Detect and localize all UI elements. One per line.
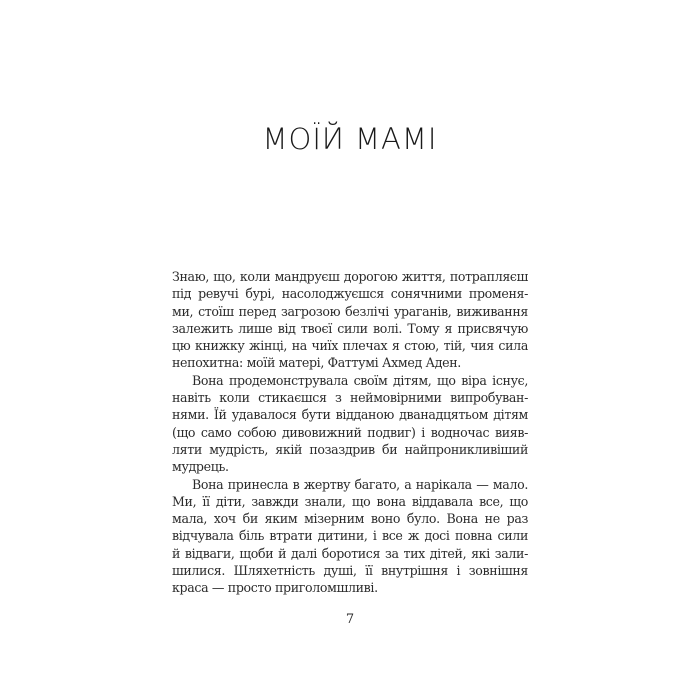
text-line: мала, хоч би яким мізерним воно було. Вона не раз xyxy=(172,511,528,527)
paragraph-1 xyxy=(172,268,528,372)
text-line: краса — просто приголомшливі. xyxy=(172,580,378,596)
text-line: Вона продемонструвала своїм дітям, що віра існує, xyxy=(192,372,528,388)
dedication-text xyxy=(172,268,528,597)
text-line: цю книжку жінці, на чиїх плечах я стою, тій, чия сила xyxy=(172,338,528,354)
text-line: ляти мудрість, якій позаздрив би найпроникливіший xyxy=(172,441,528,457)
text-line: шилися. Шляхетність душі, її внутрішня і зовнішня xyxy=(172,563,528,579)
text-line: непохитна: моїй матері, Фаттумі Ахмед Аден. xyxy=(172,355,461,371)
text-line: мудрець. xyxy=(172,459,229,475)
text-line: ми, стоїш перед загрозою безлічі ураганів, виживання xyxy=(172,303,528,319)
text-line: нями. Їй удавалося бути відданою дванадцятьом дітям xyxy=(172,407,528,423)
paragraph-3 xyxy=(172,476,528,597)
text-line: залежить лише від твоєї сили волі. Тому я присвячую xyxy=(172,320,528,336)
page-number: 7 xyxy=(345,612,355,627)
page-title: МОЇЙ МАМІ xyxy=(262,122,438,156)
text-line: Вона принесла в жертву багато, а нарікала — мало. xyxy=(192,476,528,492)
text-line: під ревучі бурі, насолоджуєшся сонячними променя- xyxy=(172,286,528,302)
text-line: відчувала біль втрати дитини, і все ж досі повна сили xyxy=(172,528,528,544)
text-line: (що само собою дивовижний подвиг) і водночас вияв- xyxy=(172,424,528,440)
paragraph-2 xyxy=(172,372,528,476)
text-line: навіть коли стикаєшся з неймовірними випробуван- xyxy=(172,390,528,406)
text-line: Ми, її діти, завжди знали, що вона віддавала все, що xyxy=(172,493,528,509)
text-line: Знаю, що, коли мандруєш дорогою життя, потрапляєш xyxy=(172,269,528,284)
text-line: й відваги, щоби й далі боротися за тих дітей, які зали- xyxy=(172,545,528,561)
